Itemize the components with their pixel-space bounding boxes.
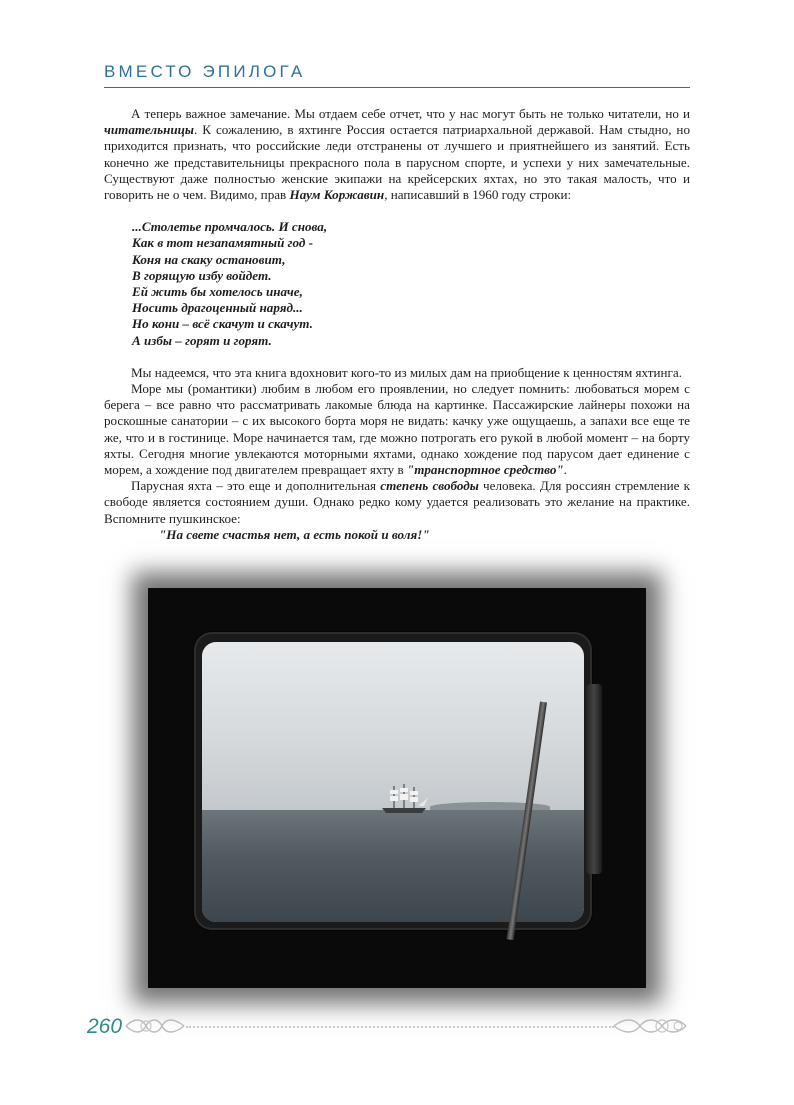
emphasis-freedom: степень свободы (380, 478, 479, 494)
poem-line: В горящую избу войдет. (132, 267, 272, 283)
header-divider (104, 87, 690, 88)
paragraph-1: А теперь важное замечание. Мы отдаем себе отчет, что у нас могут быть не только читатели, но и читательницы. К сожалению, в яхтинге Россия остается патриархальной державой. Нам стыдно, но приходится признать, что российские леди отстранены от лучшего и приятнейшего из занятий. Есть конечно же представительницы прекрасного пола в парусном спорте, и успехи у них замечательные. Существуют даже полностью женские экипажи на крейсерских яхтах, но это такая малость, что и говорить не о чем. Видимо, прав Наум Коржавин, написавший в 1960 году строки: (104, 106, 690, 203)
paragraph-4: Парусная яхта – это еще и дополнительная степень свободы человека. Для россиян стремление к свободе является состоянием души. Однако редко кому удается реализовать это желание на практике. Вспомните пушкинское: (104, 478, 690, 526)
poem-line: Коня на скаку остановит, (132, 251, 286, 267)
poem (132, 219, 690, 349)
paragraph-2: Мы надеемся, что эта книга вдохновит кого-то из милых дам на приобщение к ценностям яхтинга. (131, 364, 682, 380)
window-hinge (586, 684, 602, 874)
poem-line: ...Столетье промчалось. И снова, (132, 219, 328, 235)
rope-knot-icon (124, 1016, 186, 1036)
footer-rope-line (186, 1026, 614, 1028)
page-number: 260 (87, 1015, 123, 1038)
pushkin-quote: "На свете счастья нет, а есть покой и воля!" (159, 526, 430, 542)
rope-knot-icon (612, 1016, 688, 1036)
article-body (104, 106, 690, 543)
paragraph-3: Море мы (романтики) любим в любом его проявлении, но следует помнить: любоваться морем с берега – все равно что рассматривать лакомые блюда на картинке. Пассажирские лайнеры похожи на роскошные санатории – с их высокого борта моря не видать: качку уже ощущаешь, а запахи все еще те же, что и в гостинице. Море начинается там, где можно потрогать его рукой в любой момент – на борту яхты. Сегодня многие увлекаются моторными яхтами, однако хождение под парусом дает единение с морем, а хождение под двигателем превращает яхту в "транспортное средство". (104, 380, 690, 477)
porthole-window-view (202, 642, 584, 922)
poem-line: Но кони – всё скачут и скачут. (132, 316, 313, 332)
section-title: ВМЕСТО ЭПИЛОГА (104, 62, 306, 81)
emphasis-author-name: Наум Коржавин (289, 187, 385, 203)
poem-line: Носить драгоценный наряд... (132, 300, 303, 316)
tall-ship-icon (380, 782, 430, 814)
porthole-photo (148, 588, 646, 988)
emphasis-readers-female: читательницы (104, 122, 195, 138)
poem-line: Как в тот незапамятный год - (132, 235, 314, 251)
emphasis-transport: "транспортное средство" (406, 461, 564, 477)
poem-line: Ей жить бы хотелось иначе, (132, 283, 303, 299)
poem-line: А избы – горят и горят. (132, 332, 272, 348)
